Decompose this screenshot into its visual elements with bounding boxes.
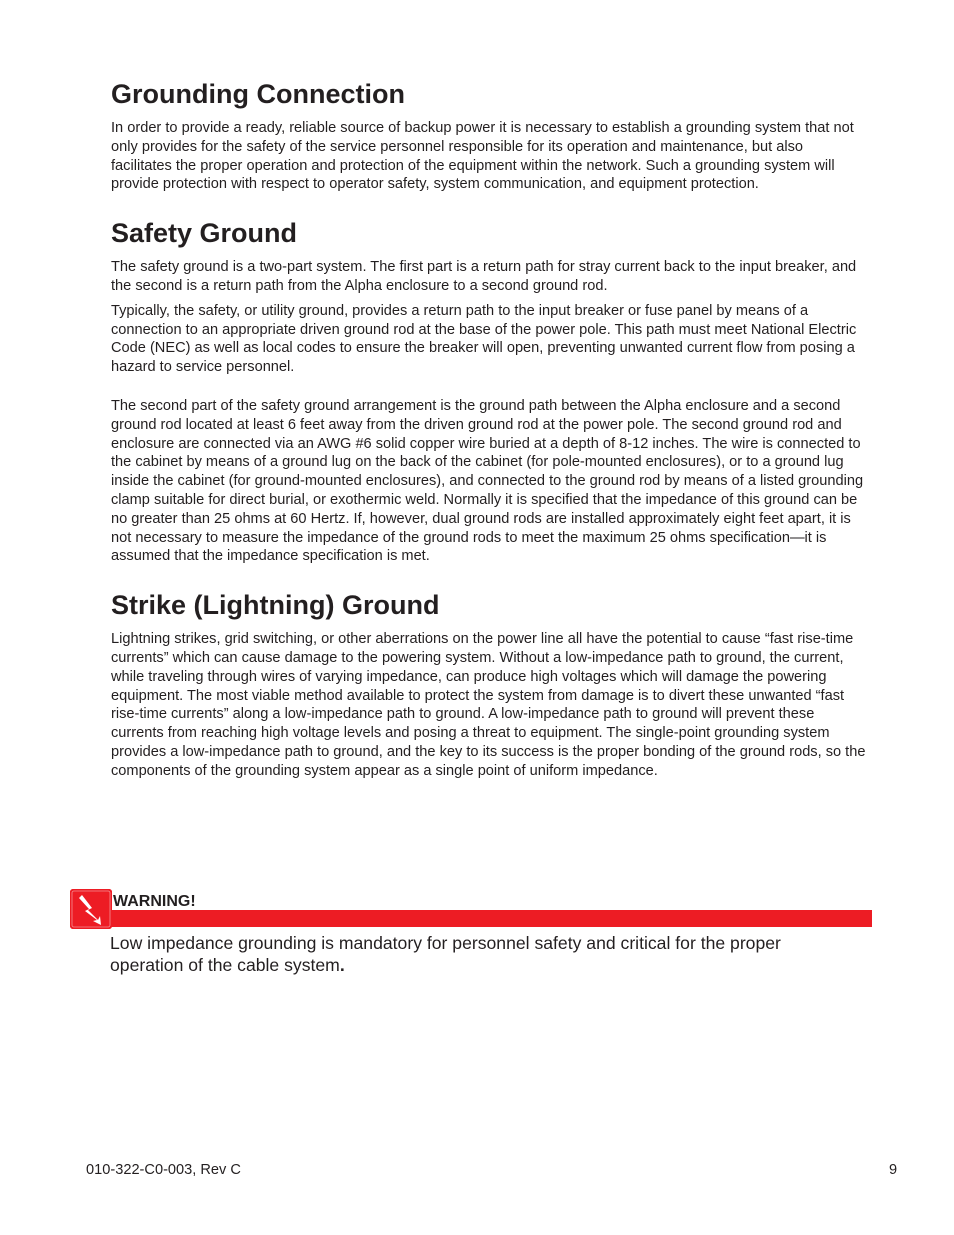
electrical-hazard-icon <box>70 889 112 929</box>
warning-message-end: . <box>339 955 345 975</box>
paragraph: Typically, the safety, or utility ground, provides a return path to the input breaker or fuse panel by means of a connection to an appropriate driven ground rod at the base of the power pole. This path must meet National Electric Code (NEC) as well as local codes to ensure the breaker will open, preventing unwanted current flow from posing a hazard to service personnel. <box>111 302 857 376</box>
document-number: 010-322-C0-003, Rev C <box>86 1162 241 1178</box>
paragraph: Lightning strikes, grid switching, or other aberrations on the power line all have the potential to cause “fast rise-time currents” which can cause damage to the powering system. Without a low-impedance path to ground, the current, while traveling through wires of varying impedance, can produce high voltages which will damage the powering equipment. The most viable method available to protect the system from damage is to divert these unwanted “fast rise-time currents” along a low-impedance path to ground. A low-impedance path to ground will prevent these currents from reaching high voltage levels and posing a threat to equipment. The single-point grounding system provides a low-impedance path to ground, and the key to its success is the proper bonding of the ground rods, so the components of the grounding system appear as a single point of uniform impedance. <box>111 631 866 779</box>
warning-message <box>110 932 850 976</box>
warning-bar <box>110 910 872 927</box>
warning-banner <box>70 888 872 930</box>
paragraph: In order to provide a ready, reliable source of backup power it is necessary to establish a grounding system that not only provides for the safety of the service personnel responsible for its operation and maintenance, but also facilitates the proper operation and protection of the equipment within the network. Such a grounding system will provide protection with respect to operator safety, system communication, and equipment protection. <box>111 120 854 193</box>
warning-label: WARNING! <box>113 893 196 910</box>
paragraph-spacer <box>111 383 866 397</box>
section-title-safety-ground: Safety Ground <box>111 218 298 249</box>
section-title-strike-ground: Strike (Lightning) Ground <box>111 590 440 621</box>
section-title-grounding-connection: Grounding Connection <box>111 79 405 109</box>
page-number: 9 <box>889 1162 898 1178</box>
paragraph: The second part of the safety ground arrangement is the ground path between the Alpha enclosure and a second ground rod located at least 6 feet away from the driven ground rod at the power pole. The second ground rod and enclosure are connected via an AWG #6 solid copper wire buried at a depth of 8-12 inches. The wire is connected to the cabinet by means of a ground lug on the back of the cabinet (for pole-mounted enclosures), or to a ground lug inside the cabinet (for ground-mounted enclosures), and connected to the ground rod by means of a listed grounding clamp suitable for direct burial, or exothermic weld. Normally it is specified that the impedance of this ground can be no greater than 25 ohms at 60 Hertz. If, however, dual ground rods are installed approximately eight feet apart, it is not necessary to measure the impedance of the ground rods to meet the maximum 25 ohms specification—it is assumed that the impedance specification is met. <box>111 397 864 565</box>
document-body <box>111 78 866 787</box>
paragraph: The safety ground is a two-part system. The first part is a return path for stray current back to the input breaker, and the second is a return path from the Alpha enclosure to a second ground rod. <box>111 259 857 294</box>
warning-message-text: Low impedance grounding is mandatory for personnel safety and critical for the proper operation of the cable system <box>110 933 781 975</box>
